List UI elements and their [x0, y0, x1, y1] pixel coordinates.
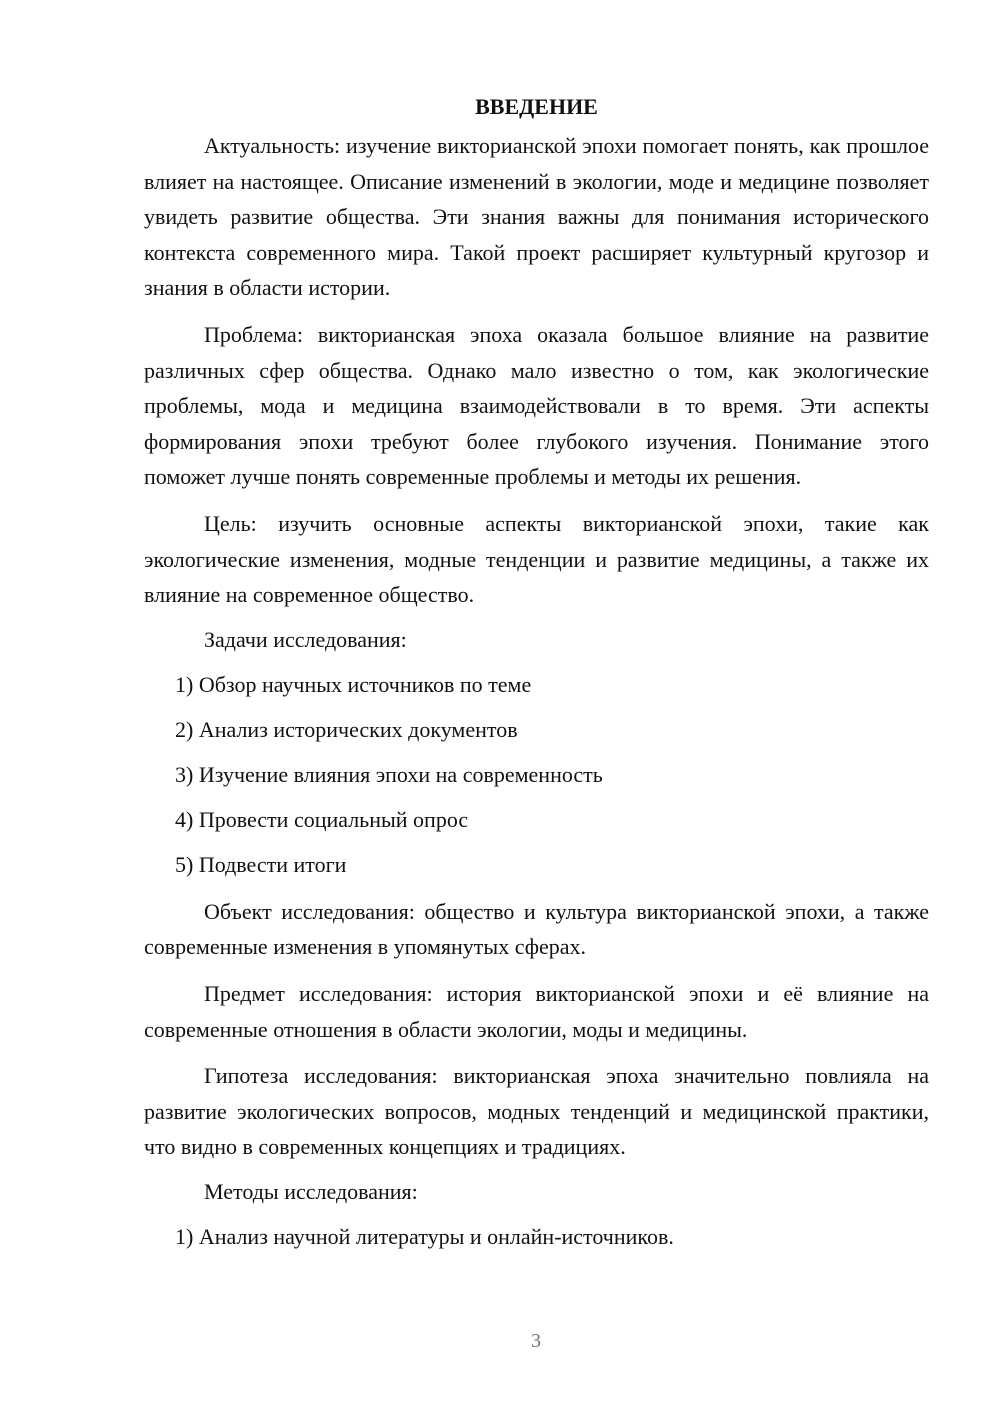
goal-paragraph: Цель: изучить основные аспекты викторианской эпохи, такие как экологические изменения, модные тенденции и развитие медицины, а также их влияние на современное общество. [144, 510, 929, 608]
method-item: 1) Анализ научной литературы и онлайн-источников. [175, 1223, 674, 1249]
relevance-paragraph: Актуальность: изучение викторианской эпохи помогает понять, как прошлое влияет на настоящее. Описание изменений в экологии, моде и медицине позволяет увидеть развитие общества. Эти знания важны для понимания исторического контекста современного мира. Такой проект расширяет культурный кругозор и знания в области истории. [144, 133, 929, 301]
section-title: ВВЕДЕНИЕ [475, 94, 598, 119]
task-item: 2) Анализ исторических документов [175, 716, 518, 742]
tasks-heading: Задачи исследования: [204, 626, 407, 652]
document-page [144, 92, 929, 1266]
methods-list [144, 1221, 929, 1252]
task-item: 5) Подвести итоги [175, 851, 347, 877]
object-paragraph: Объект исследования: общество и культура викторианской эпохи, а также современные изменения в упомянутых сферах. [144, 898, 929, 960]
hypothesis-paragraph: Гипотеза исследования: викторианская эпоха значительно повлияла на развитие экологических вопросов, модных тенденций и медицинской практики, что видно в современных концепциях и традициях. [144, 1063, 929, 1160]
methods-heading: Методы исследования: [204, 1178, 418, 1204]
task-item: 1) Обзор научных источников по теме [175, 671, 532, 697]
tasks-list [144, 669, 929, 880]
problem-paragraph: Проблема: викторианская эпоха оказала большое влияние на развитие различных сфер общества. Однако мало известно о том, как экологические проблемы, мода и медицина взаимодействовали в то время. Эти аспекты формирования эпохи требуют более глубокого изучения. Понимание этого поможет лучше понять современные проблемы и методы их решения. [144, 321, 929, 490]
subject-paragraph: Предмет исследования: история викторианской эпохи и её влияние на современные отношения в области экологии, моды и медицины. [144, 980, 929, 1042]
task-item: 4) Провести социальный опрос [175, 806, 469, 832]
task-item: 3) Изучение влияния эпохи на современность [175, 761, 603, 787]
page-number: 3 [531, 1330, 541, 1352]
